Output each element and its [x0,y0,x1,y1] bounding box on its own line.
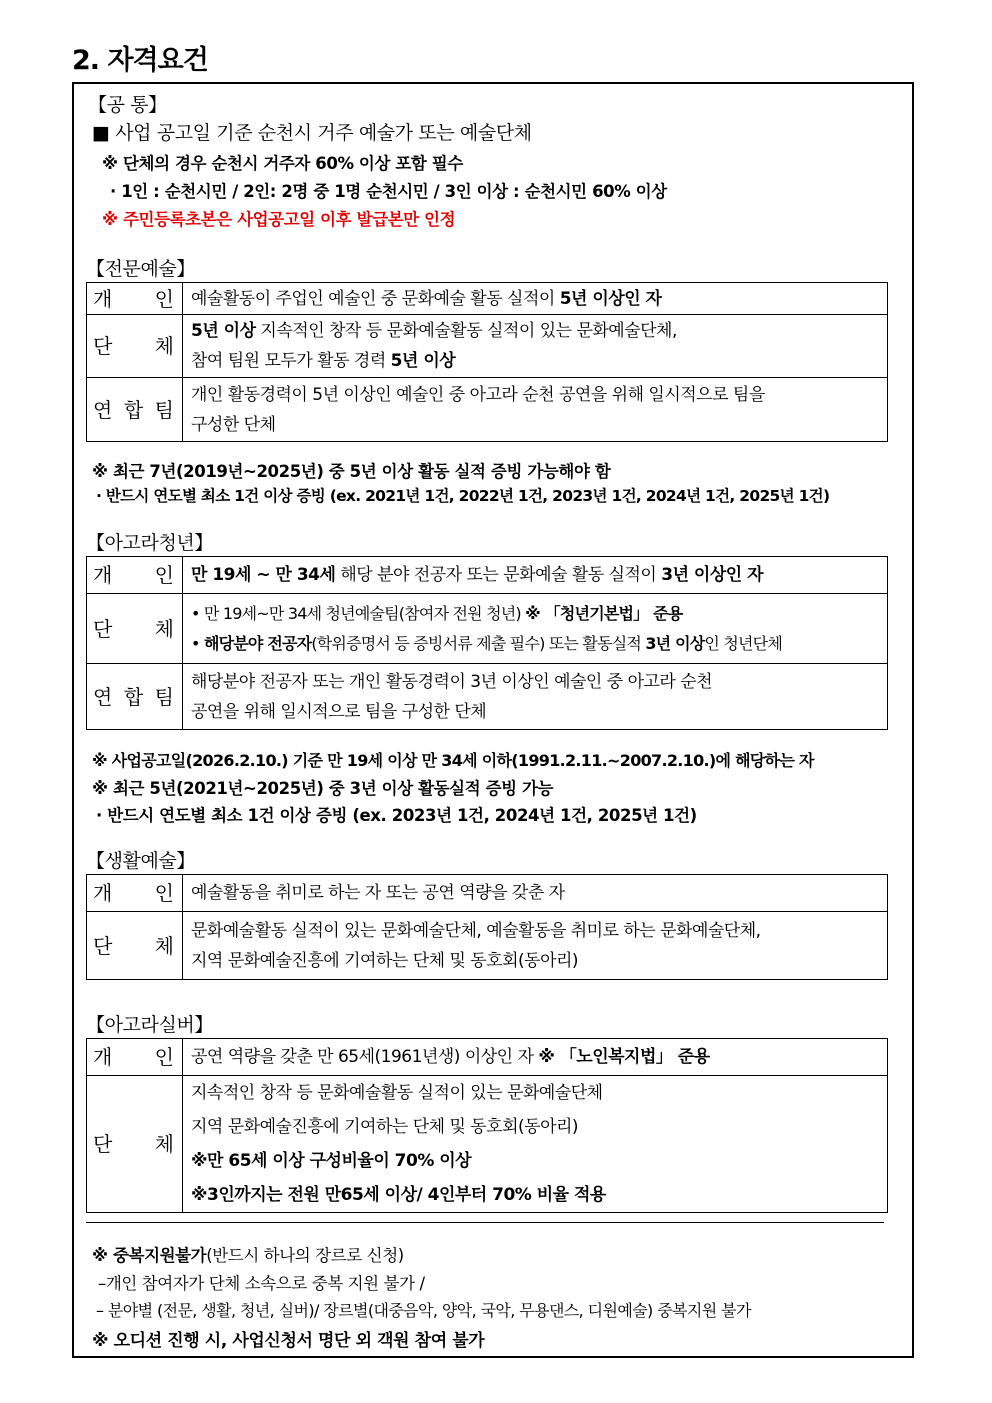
text-segment: 공연 역량을 갖춘 만 65세(1961년생) 이상인 자 [191,1047,539,1067]
professional-row-group [87,315,888,378]
text-segment: 인 청년단체 [704,633,782,653]
text-segment: (반드시 하나의 장르로 신청) [206,1246,404,1265]
footer-divider [86,1222,884,1223]
common-heading: 【공 통】 [88,94,167,116]
text-segment: • 만 19세~만 34세 청년예술팀(참여자 전원 청년) [191,603,526,623]
footer-individual-note: –개인 참여자가 단체 소속으로 중복 지원 불가 / [98,1274,425,1293]
emphasis-text: ※ 중복지원불가 [92,1246,207,1265]
row-content [183,664,888,730]
emphasis-text: 만 19세 ~ 만 34세 [191,565,336,585]
silver-row-group [87,1076,888,1213]
silver-table [86,1038,888,1213]
row-label: 단 체 [87,1076,183,1213]
common-note-resident-record: ※ 주민등록초본은 사업공고일 이후 발급본만 인정 [102,210,456,229]
emphasis-text: 5년 이상 [390,351,456,371]
row-label: 개 인 [87,875,183,912]
row-content [183,378,888,442]
text-segment: 구성한 단체 [191,414,276,435]
row-label: 단 체 [87,594,183,664]
emphasis-text: 3년 이상인 자 [661,565,764,585]
professional-note-period: ※ 최근 7년(2019년~2025년) 중 5년 이상 활동 실적 증빙 가능해야 함 [92,462,611,481]
youth-note-period: ※ 최근 5년(2021년~2025년) 중 3년 이상 활동실적 증빙 가능 [92,779,554,798]
youth-note-proof: · 반드시 연도별 최소 1건 이상 증빙 (ex. 2023년 1건, 2024년 1건, 2025년 1건) [96,806,697,825]
text-segment: 문화예술활동 실적이 있는 문화예술단체, 예술활동을 취미로 하는 문화예술단체, [191,920,761,941]
daily-row-group [87,912,888,980]
row-content [183,283,888,315]
common-note-ratio: ※ 단체의 경우 순천시 거주자 60% 이상 포함 필수 [102,154,463,173]
row-label: 연 합 팀 [87,664,183,730]
row-label: 단 체 [87,912,183,980]
text-segment: 해당분야 전공자 또는 개인 활동경력이 3년 이상인 예술인 중 아고라 순천 [191,671,713,692]
requirements-frame [72,82,914,1358]
row-label: 연 합 팀 [87,378,183,442]
text-segment: • [191,633,204,653]
row-content [183,315,888,378]
youth-row-union-team [87,664,888,730]
emphasis-text: 5년 이상 [191,321,256,341]
professional-heading: 【전문예술】 [86,258,196,280]
professional-note-proof: · 반드시 연도별 최소 1건 이상 증빙 (ex. 2021년 1건, 2022년 1건, 2023년 1건, 2024년 1건, 2025년 1건) [96,487,830,505]
text-segment: 지역 문화예술진흥에 기여하는 단체 및 동호회(동아리) [191,1117,579,1137]
text-segment: 예술활동이 주업인 예술인 중 문화예술 활동 실적이 [191,288,560,309]
row-label: 개 인 [87,557,183,594]
youth-row-individual [87,557,888,594]
professional-row-individual [87,283,888,315]
page-title: 2. 자격요건 [72,45,208,76]
daily-table [86,874,888,980]
text-segment: 예술활동을 취미로 하는 자 또는 공연 역량을 갖춘 자 [191,883,565,903]
professional-table [86,282,888,442]
silver-heading: 【아고라실버】 [86,1014,213,1036]
row-label: 개 인 [87,1039,183,1076]
daily-row-individual [87,875,888,912]
emphasis-text: 해당분야 전공자 [203,633,312,653]
row-label: 개 인 [87,283,183,315]
emphasis-text: ※3인까지는 전원 만65세 이상/ 4인부터 70% 비율 적용 [191,1185,606,1205]
silver-row-individual [87,1039,888,1076]
common-note-detail: · 1인 : 순천시민 / 2인: 2명 중 1명 순천시민 / 3인 이상 : 순천시민 60% 이상 [110,182,667,201]
text-segment: 지속적인 창작 등 문화예술활동 실적이 있는 문화예술단체, [260,321,677,341]
footer-duplicate-note [92,1242,404,1266]
text-segment: 해당 분야 전공자 또는 문화예술 활동 실적이 [335,565,662,585]
emphasis-text: ※ 「노인복지법」 준용 [538,1047,710,1067]
youth-note-age: ※ 사업공고일(2026.2.10.) 기준 만 19세 이상 만 34세 이하(1991.2.11.~2007.2.10.)에 해당하는 자 [92,751,814,770]
youth-table [86,556,888,730]
text-segment: 지역 문화예술진흥에 기여하는 단체 및 동호회(동아리) [191,950,579,971]
common-main-requirement: ■ 사업 공고일 기준 순천시 거주 예술가 또는 예술단체 [92,122,532,144]
youth-row-group [87,594,888,664]
row-content [183,875,888,912]
emphasis-text: ※만 65세 이상 구성비율이 70% 이상 [191,1151,472,1171]
text-segment: 개인 활동경력이 5년 이상인 예술인 중 아고라 순천 공연을 위해 일시적으로 팀을 [191,384,765,405]
daily-heading: 【생활예술】 [86,850,196,872]
row-content [183,1039,888,1076]
youth-heading: 【아고라청년】 [86,532,213,554]
text-segment: (학위증명서 등 증빙서류 제출 필수) 또는 활동실적 [311,633,646,653]
row-label: 단 체 [87,315,183,378]
row-content [183,912,888,980]
row-content [183,557,888,594]
text-segment: 공연을 위해 일시적으로 팀을 구성한 단체 [191,701,487,722]
emphasis-text: ※ 「청년기본법」 준용 [525,603,683,623]
text-segment: 참여 팀원 모두가 활동 경력 [191,351,391,371]
footer-genre-note: – 분야별 (전문, 생활, 청년, 실버)/ 장르별(대중음악, 양악, 국악, 무용댄스, 디원예술) 중복지원 불가 [96,1301,751,1320]
text-segment: 지속적인 창작 등 문화예술활동 실적이 있는 문화예술단체 [191,1083,603,1103]
emphasis-text: 5년 이상인 자 [559,288,662,309]
row-content [183,1076,888,1213]
row-content [183,594,888,664]
emphasis-text: 3년 이상 [645,633,705,653]
footer-audition-note: ※ 오디션 진행 시, 사업신청서 명단 외 객원 참여 불가 [92,1331,485,1351]
professional-row-union-team [87,378,888,442]
